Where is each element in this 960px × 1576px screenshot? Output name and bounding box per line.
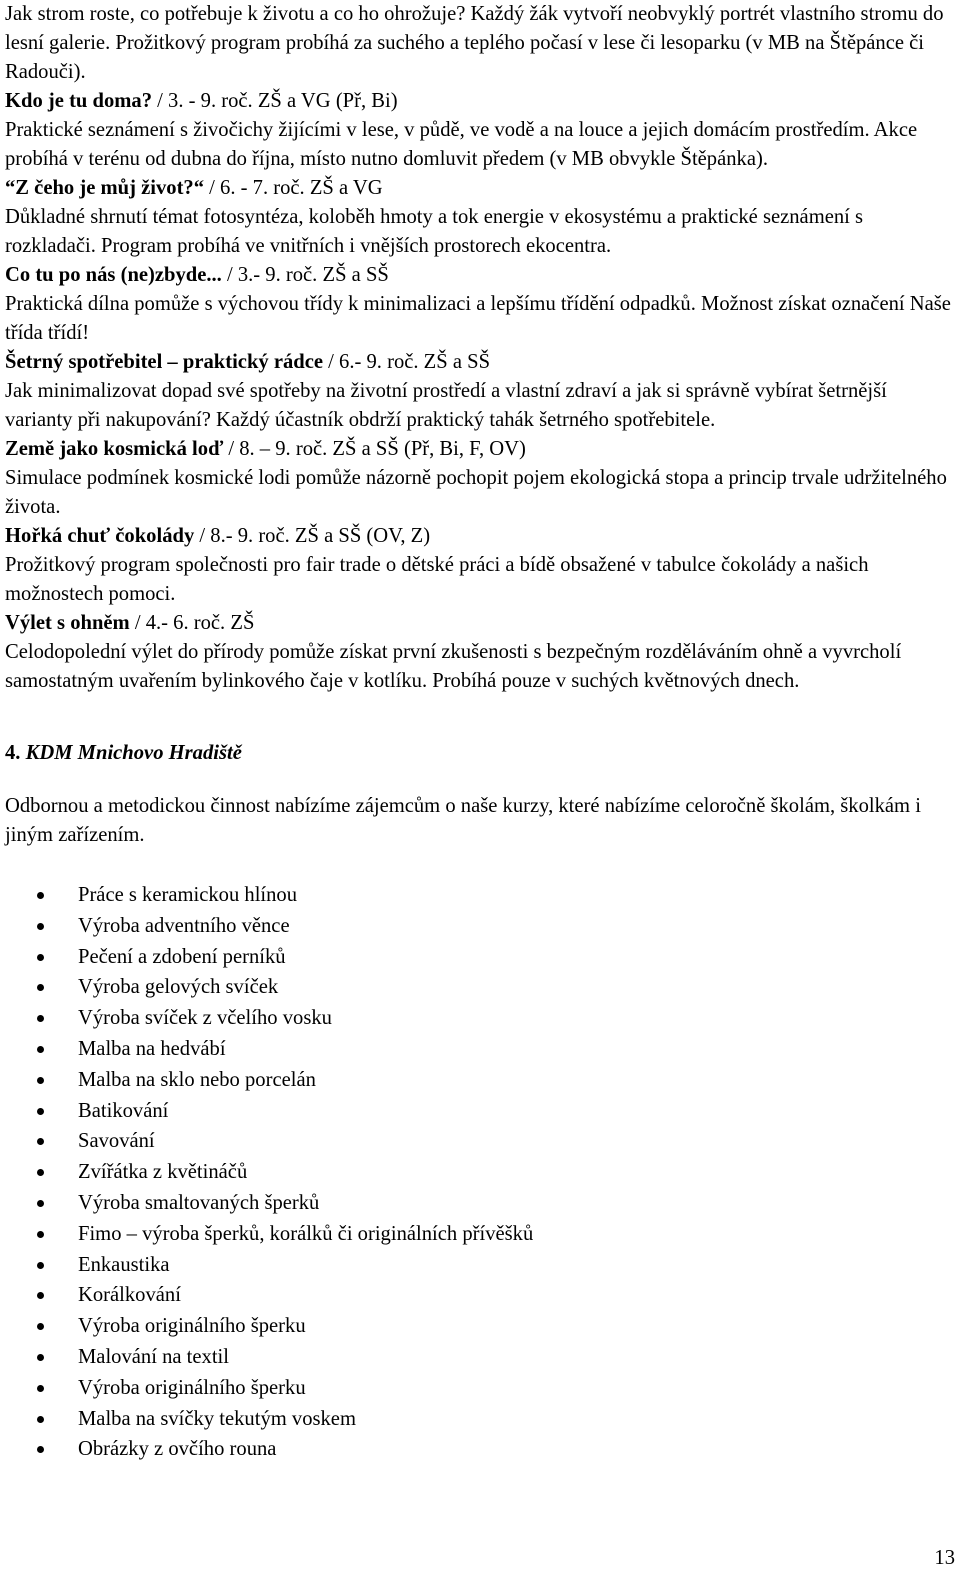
list-item: Výroba originálního šperku [5, 1373, 955, 1404]
program-setrny-spotrebitel [5, 348, 955, 377]
program-title: Výlet s ohněm [5, 612, 130, 634]
list-item: Malba na sklo nebo porcelán [5, 1065, 955, 1096]
list-item: Korálkování [5, 1280, 955, 1311]
program-meta: / 8. – 9. roč. ZŠ a SŠ (Př, Bi, F, OV) [223, 438, 526, 460]
program-title: “Z čeho je můj život?“ [5, 177, 205, 199]
list-item: Výroba gelových svíček [5, 972, 955, 1003]
list-item: Malba na svíčky tekutým voskem [5, 1404, 955, 1435]
program-meta: / 6.- 9. roč. ZŠ a SŠ [323, 351, 491, 373]
program-z-ceho-je-muj-zivot [5, 174, 955, 203]
program-description: Jak minimalizovat dopad své spotřeby na životní prostředí a vlastní zdraví a jak si správně vybírat šetrnější varianty při nakupování? Každý účastník obdrží praktický tahák šetrného spotřebitele. [5, 380, 887, 431]
list-item: Obrázky z ovčího rouna [5, 1434, 955, 1465]
document-page [5, 0, 955, 1465]
program-zeme-jako-kosmicka-lod [5, 435, 955, 464]
program-vylet-s-ohnem [5, 609, 955, 638]
section-intro: Odbornou a metodickou činnost nabízíme zájemcům o naše kurzy, které nabízíme celoročně školám, školkám i jiným zařízením. [5, 795, 921, 846]
list-item: Výroba smaltovaných šperků [5, 1188, 955, 1219]
list-item: Práce s keramickou hlínou [5, 880, 955, 911]
program-meta: / 8.- 9. roč. ZŠ a SŠ (OV, Z) [194, 525, 431, 547]
program-horka-chut-cokolady [5, 522, 955, 551]
list-item: Výroba svíček z včelího vosku [5, 1003, 955, 1034]
section-number: 4. [5, 742, 21, 764]
program-description: Simulace podmínek kosmické lodi pomůže názorně pochopit pojem ekologická stopa a princip trvale udržitelného života. [5, 467, 947, 518]
list-item: Malování na textil [5, 1342, 955, 1373]
program-intro-text: Jak strom roste, co potřebuje k životu a co ho ohrožuje? Každý žák vytvoří neobvyklý portrét vlastního stromu do lesní galerie. Prožitkový program probíhá za suchého a teplého počasí v lese či lesoparku (v MB na Štěpánce či Radouči). [5, 3, 944, 83]
section-heading [5, 739, 955, 768]
program-title: Hořká chuť čokolády [5, 525, 195, 547]
list-item: Malba na hedvábí [5, 1034, 955, 1065]
list-item: Výroba adventního věnce [5, 911, 955, 942]
program-meta: / 3. - 9. roč. ZŠ a VG (Př, Bi) [152, 90, 398, 112]
program-title: Země jako kosmická loď [5, 438, 224, 460]
list-item: Výroba originálního šperku [5, 1311, 955, 1342]
list-item: Savování [5, 1126, 955, 1157]
program-title: Šetrný spotřebitel – praktický rádce [5, 351, 324, 373]
page-number: 13 [934, 1547, 955, 1569]
program-meta: / 3.- 9. roč. ZŠ a SŠ [221, 264, 389, 286]
list-item: Enkaustika [5, 1250, 955, 1281]
program-meta: / 4.- 6. roč. ZŠ [129, 612, 255, 634]
program-description: Praktická dílna pomůže s výchovou třídy k minimalizaci a lepšímu třídění odpadků. Možnost získat označení Naše třída třídí! [5, 293, 951, 344]
program-kdo-je-tu-doma [5, 87, 955, 116]
program-description: Prožitkový program společnosti pro fair trade o dětské práci a bídě obsažené v tabulce čokolády a našich možnostech pomoci. [5, 554, 869, 605]
program-title: Kdo je tu doma? [5, 90, 153, 112]
list-item: Batikování [5, 1096, 955, 1127]
program-description: Důkladné shrnutí témat fotosyntéza, koloběh hmoty a tok energie v ekosystému a praktické seznámení s rozkladači. Program probíhá ve vnitřních i vnějších prostorech ekocentra. [5, 206, 864, 257]
program-meta: / 6. - 7. roč. ZŠ a VG [204, 177, 383, 199]
list-item: Fimo – výroba šperků, korálků či originálních přívěšků [5, 1219, 955, 1250]
section-title: KDM Mnichovo Hradiště [25, 742, 242, 764]
list-item: Zvířátka z květináčů [5, 1157, 955, 1188]
program-description: Celodopolední výlet do přírody pomůže získat první zkušenosti s bezpečným rozděláváním ohně a vyvrcholí samostatným uvařením bylinkového čaje v kotlíku. Probíhá pouze v suchých květnových dnech. [5, 641, 902, 692]
program-description: Praktické seznámení s živočichy žijícími v lese, v půdě, ve vodě a na louce a jejich domácím prostředím. Akce probíhá v terénu od dubna do října, místo nutno domluvit předem (v MB obvykle Štěpánka). [5, 119, 918, 170]
course-list [5, 880, 955, 1465]
program-co-tu-po-nas-zbyde [5, 261, 955, 290]
program-title: Co tu po nás (ne)zbyde... [5, 264, 222, 286]
list-item: Pečení a zdobení perníků [5, 942, 955, 973]
